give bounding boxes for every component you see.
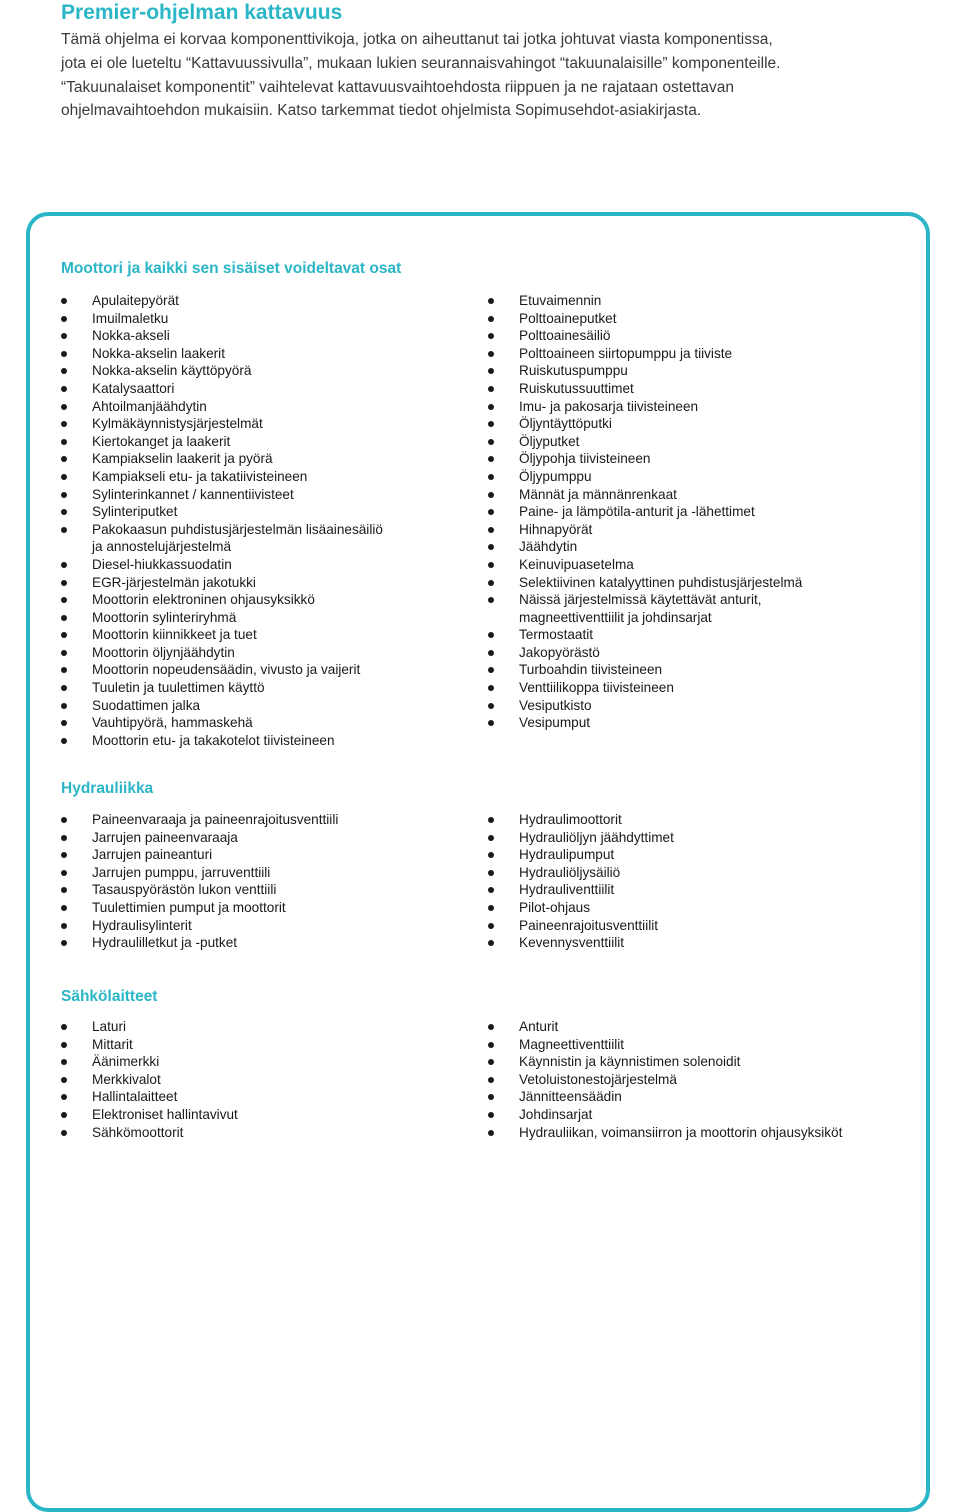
list-item-text: Imuilmaletku [92,310,169,326]
list-item [488,1053,842,1071]
bullet-icon [61,650,67,656]
engine-list-left [61,292,383,749]
bullet-icon [61,351,67,357]
list-item [488,829,674,847]
bullet-icon [488,632,494,638]
list-item-text: Turboahdin tiivisteineen [519,662,663,678]
bullet-icon [61,1077,67,1083]
list-item [61,661,383,679]
list-item [488,1018,842,1036]
list-item [488,503,802,521]
list-item [61,415,383,433]
bullet-icon [488,870,494,876]
bullet-icon [488,685,494,691]
bullet-icon [488,562,494,568]
bullet-icon [488,905,494,911]
bullet-icon [488,580,494,586]
list-item [61,626,383,644]
list-item [61,1053,238,1071]
list-item-text: Kiertokanget ja laakerit [92,433,231,449]
list-item-text: Jarrujen paineenvaraaja [92,829,238,845]
bullet-icon [488,456,494,462]
engine-section-heading: Moottori ja kaikki sen sisäiset voideltavat osat [61,260,402,277]
bullet-icon [488,597,494,603]
list-item [488,1106,842,1124]
list-item [61,292,383,310]
bullet-icon [61,1042,67,1048]
bullet-icon [61,720,67,726]
bullet-icon [61,404,67,410]
list-item [488,468,802,486]
bullet-icon [61,386,67,392]
list-item-text: Näissä järjestelmissä käytettävät anturit, [519,592,762,608]
list-item-text: Sylinteriputket [92,504,178,520]
bullet-icon [488,492,494,498]
electrical-section-heading: Sähkölaitteet [61,988,158,1005]
list-item-text: Kampiakseli etu- ja takatiivisteineen [92,468,308,484]
list-item-text: Hydraulilletkut ja -putket [92,935,238,951]
list-item-text: Pakokaasun puhdistusjärjestelmän lisäainesäiliö [92,521,383,537]
list-item-text: Ahtoilmanjäähdytin [92,398,207,414]
bullet-icon [488,1042,494,1048]
list-item [61,644,383,662]
bullet-icon [488,1059,494,1065]
list-item [61,811,338,829]
list-item [61,486,383,504]
intro-paragraph [61,28,921,123]
bullet-icon [61,1094,67,1100]
list-item-text: Nokka-akseli [92,328,170,344]
list-item-text: Moottorin sylinteriryhmä [92,609,237,625]
list-item-text: Moottorin nopeudensäädin, vivusto ja vaijerit [92,662,361,678]
list-item-text: Hydrauliöljysäiliö [519,864,621,880]
bullet-icon [61,703,67,709]
list-item [488,591,802,626]
bullet-icon [61,298,67,304]
intro-line: jota ei ole lueteltu “Kattavuussivulla”, mukaan lukien seurannaisvahingot “takuunalaisille” komponenteille. [61,54,781,72]
list-item-text: Jarrujen pumppu, jarruventtiili [92,864,271,880]
list-item-text: Polttoaineen siirtopumppu ja tiiviste [519,345,733,361]
list-item [488,1071,842,1089]
bullet-icon [488,509,494,515]
list-item-text: EGR-järjestelmän jakotukki [92,574,256,590]
list-item-text: Katalysaattori [92,380,175,396]
list-item-text: Kevennysventtiilit [519,935,625,951]
list-item [488,626,802,644]
list-item-text: Merkkivalot [92,1071,161,1087]
list-item [488,415,802,433]
list-item [61,609,383,627]
list-item-text: Suodattimen jalka [92,697,201,713]
list-item [488,881,674,899]
bullet-icon [488,720,494,726]
list-item-text: Öljypohja tiivisteineen [519,451,651,467]
list-item-text: Venttiilikoppa tiivisteineen [519,680,674,696]
bullet-icon [61,1024,67,1030]
bullet-icon [61,940,67,946]
list-item-text: Laturi [92,1019,127,1034]
list-item [61,846,338,864]
list-item [61,881,338,899]
bullet-icon [61,1059,67,1065]
list-item [61,899,338,917]
bullet-icon [61,333,67,339]
list-item-text: Termostaatit [519,627,594,643]
list-item [488,697,802,715]
list-item-text: Kylmäkäynnistysjärjestelmät [92,416,263,432]
list-item-text: Vauhtipyörä, hammaskehä [92,715,253,731]
list-item [488,661,802,679]
bullet-icon [488,1112,494,1118]
list-item-text: Imu- ja pakosarja tiivisteineen [519,398,699,414]
list-item-text: Hydrauliventtiilit [519,882,615,898]
list-item [488,327,802,345]
list-item [488,714,802,732]
list-item-text: Moottorin öljynjäähdytin [92,644,235,660]
list-item [61,433,383,451]
list-item [61,521,383,556]
bullet-icon [61,456,67,462]
list-item [61,450,383,468]
list-item-text: magneettiventtiilit ja johdinsarjat [519,609,712,625]
list-item [61,679,383,697]
bullet-icon [61,474,67,480]
bullet-icon [488,852,494,858]
intro-line: “Takuunalaiset komponentit” vaihtelevat kattavuusvaihtoehdosta riippuen ja ne rajataan ostettavan [61,78,734,96]
bullet-icon [488,404,494,410]
hydraulics-section-heading: Hydrauliikka [61,780,154,797]
list-item [488,362,802,380]
list-item [61,1088,238,1106]
list-item [488,345,802,363]
bullet-icon [61,1130,67,1136]
bullet-icon [61,421,67,427]
bullet-icon [61,738,67,744]
list-item [488,679,802,697]
bullet-icon [488,817,494,823]
list-item [488,292,802,310]
list-item-text: ja annostelujärjestelmä [92,539,232,555]
bullet-icon [488,887,494,893]
list-item-text: Äänimerkki [92,1054,160,1070]
bullet-icon [488,1094,494,1100]
electrical-list-left [61,1018,238,1141]
hydraulics-list-left [61,811,338,952]
list-item-text: Hydrauliöljyn jäähdyttimet [519,829,674,845]
list-item-text: Paineenvaraaja ja paineenrajoitusventtiili [92,812,339,827]
bullet-icon [488,544,494,550]
list-item-text: Hallintalaitteet [92,1089,178,1105]
list-item [488,899,674,917]
list-item [61,732,383,750]
list-item-text: Paineenrajoitusventtiilit [519,917,659,933]
bullet-icon [488,439,494,445]
list-item [488,934,674,952]
page-title: Premier-ohjelman kattavuus [61,1,343,24]
bullet-icon [488,386,494,392]
bullet-icon [488,298,494,304]
list-item [61,864,338,882]
list-item-text: Jäähdytin [519,539,578,555]
list-item-text: Männät ja männänrenkaat [519,486,677,502]
list-item [488,538,802,556]
electrical-list-right [488,1018,842,1141]
bullet-icon [488,474,494,480]
intro-line: Tämä ohjelma ei korvaa komponenttivikoja, jotka on aiheuttanut tai jotka johtuvat viasta komponentissa, [61,31,773,48]
list-item-text: Polttoaineputket [519,310,617,326]
list-item-text: Pilot-ohjaus [519,899,591,915]
list-item-text: Hydraulisylinterit [92,917,192,933]
bullet-icon [61,923,67,929]
list-item-text: Hydraulipumput [519,847,615,863]
list-item [61,1124,238,1142]
list-item-text: Öljypumppu [519,468,592,484]
list-item [61,697,383,715]
bullet-icon [488,421,494,427]
bullet-icon [61,439,67,445]
list-item [61,591,383,609]
list-item [488,1036,842,1054]
list-item [488,486,802,504]
list-item-text: Moottorin elektroninen ohjausyksikkö [92,592,315,608]
list-item-text: Vetoluistonestojärjestelmä [519,1071,677,1087]
list-item [61,1036,238,1054]
bullet-icon [61,905,67,911]
bullet-icon [61,316,67,322]
list-item [488,380,802,398]
list-item-text: Jarrujen paineanturi [92,847,213,863]
bullet-icon [488,835,494,841]
bullet-icon [61,685,67,691]
bullet-icon [61,492,67,498]
list-item [61,503,383,521]
list-item [488,310,802,328]
list-item-text: Nokka-akselin käyttöpyörä [92,363,252,379]
list-item [488,1124,842,1142]
list-item [61,1018,238,1036]
list-item-text: Öljyputket [519,433,580,449]
list-item [488,846,674,864]
bullet-icon [488,650,494,656]
list-item-text: Hihnapyörät [519,521,593,537]
list-item [61,362,383,380]
list-item [488,574,802,592]
list-item [488,644,802,662]
list-item-text: Ruiskutuspumppu [519,363,628,379]
bullet-icon [61,835,67,841]
list-item [488,864,674,882]
bullet-icon [61,667,67,673]
list-item-text: Sylinterinkannet / kannentiivisteet [92,486,294,502]
list-item [61,1071,238,1089]
bullet-icon [488,351,494,357]
list-item-text: Nokka-akselin laakerit [92,345,225,361]
list-item-text: Elektroniset hallintavivut [92,1106,238,1122]
list-item-text: Polttoainesäiliö [519,328,611,344]
list-item-text: Apulaitepyörät [92,293,179,308]
list-item-text: Paine- ja lämpötila-anturit ja -lähettimet [519,504,755,520]
list-item-text: Ruiskutussuuttimet [519,380,634,396]
bullet-icon [488,1024,494,1030]
list-item-text: Jännitteensäädin [519,1089,622,1105]
list-item-text: Tasauspyörästön lukon venttiili [92,882,277,898]
bullet-icon [61,817,67,823]
list-item-text: Öljyntäyttöputki [519,416,612,432]
bullet-icon [61,615,67,621]
list-item-text: Hydraulimoottorit [519,812,622,827]
bullet-icon [488,368,494,374]
list-item [61,574,383,592]
bullet-icon [488,940,494,946]
list-item-text: Selektiivinen katalyyttinen puhdistusjärjestelmä [519,574,803,590]
list-item-text: Magneettiventtiilit [519,1036,625,1052]
intro-line: ohjelmavaihtoehdon mukaisiin. Katso tarkemmat tiedot ohjelmista Sopimusehdot-asiakirjasta. [61,102,702,120]
list-item [61,468,383,486]
list-item [488,450,802,468]
list-item [488,433,802,451]
list-item [61,934,338,952]
list-item [488,811,674,829]
list-item [488,1088,842,1106]
list-item-text: Vesipumput [519,715,591,731]
bullet-icon [61,580,67,586]
list-item-text: Keinuvipuasetelma [519,556,634,572]
list-item [61,310,383,328]
list-item-text: Anturit [519,1019,559,1034]
list-item [61,556,383,574]
list-item-text: Käynnistin ja käynnistimen solenoidit [519,1054,741,1070]
bullet-icon [488,316,494,322]
list-item [488,521,802,539]
list-item [61,398,383,416]
hydraulics-list-right [488,811,674,952]
list-item [488,556,802,574]
list-item [61,714,383,732]
list-item [61,1106,238,1124]
bullet-icon [488,527,494,533]
list-item-text: Johdinsarjat [519,1106,593,1122]
list-item [61,829,338,847]
bullet-icon [61,632,67,638]
list-item-text: Mittarit [92,1036,133,1052]
bullet-icon [61,852,67,858]
bullet-icon [488,667,494,673]
bullet-icon [61,597,67,603]
bullet-icon [488,923,494,929]
bullet-icon [488,1130,494,1136]
list-item-text: Moottorin kiinnikkeet ja tuet [92,627,257,643]
list-item-text: Vesiputkisto [519,697,592,713]
list-item-text: Hydrauliikan, voimansiirron ja moottorin ohjausyksiköt [519,1124,843,1140]
bullet-icon [61,527,67,533]
list-item [488,917,674,935]
bullet-icon [61,509,67,515]
list-item-text: Moottorin etu- ja takakotelot tiivisteineen [92,732,335,748]
list-item [488,398,802,416]
list-item-text: Sähkömoottorit [92,1124,184,1140]
list-item-text: Etuvaimennin [519,293,602,308]
bullet-icon [488,703,494,709]
list-item [61,380,383,398]
list-item [61,345,383,363]
list-item-text: Jakopyörästö [519,644,600,660]
engine-list-right [488,292,802,732]
list-item [61,917,338,935]
bullet-icon [61,562,67,568]
bullet-icon [61,870,67,876]
list-item [61,327,383,345]
bullet-icon [61,368,67,374]
list-item-text: Tuulettimien pumput ja moottorit [92,899,286,915]
bullet-icon [488,1077,494,1083]
list-item-text: Diesel-hiukkassuodatin [92,556,232,572]
list-item-text: Kampiakselin laakerit ja pyörä [92,451,273,467]
bullet-icon [61,887,67,893]
bullet-icon [61,1112,67,1118]
bullet-icon [488,333,494,339]
list-item-text: Tuuletin ja tuulettimen käyttö [92,680,265,696]
